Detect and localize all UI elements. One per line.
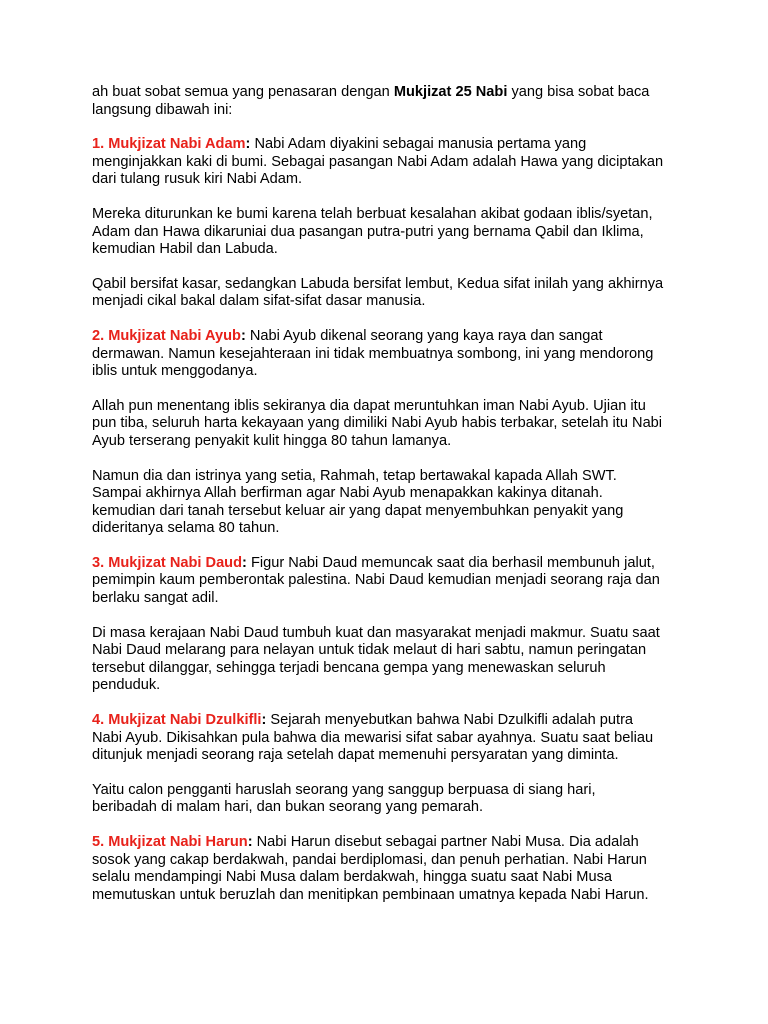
- section-paragraph: [92, 276, 692, 311]
- line-text: Nabi Ayub. Dikisahkan pula bahwa dia mewarisi sifat sabar ayahnya. Suatu saat beliau: [92, 729, 654, 746]
- line-text: tersebut dilanggar, sehingga terjadi bencana gempa yang menewaskan seluruh: [92, 659, 606, 676]
- line-text: menjadi cikal bakal dalam sifat-sifat dasar manusia.: [92, 293, 426, 310]
- text-line: [92, 241, 692, 259]
- text-line: [92, 485, 692, 503]
- section-heading: 2. Mukjizat Nabi Ayub: [92, 327, 241, 344]
- document-page: [92, 84, 692, 921]
- line-text: Nabi Ayub dikenal seorang yang kaya raya dan sangat: [249, 327, 603, 344]
- intro-paragraph: [92, 84, 692, 119]
- section-paragraph: [92, 782, 692, 817]
- section-heading: 5. Mukjizat Nabi Harun: [92, 834, 248, 850]
- section-paragraph: [92, 398, 692, 451]
- line-text: Namun dia dan istrinya yang setia, Rahmah, tetap bertawakal kapada Allah SWT.: [92, 467, 617, 484]
- section-paragraph: [92, 468, 692, 538]
- line-text: menginjakkan kaki di bumi. Sebagai pasangan Nabi Adam adalah Hawa yang diciptakan: [92, 153, 664, 170]
- line-text: Sampai akhirnya Allah berfirman agar Nabi Ayub menapakkan kakinya ditanah.: [92, 485, 603, 502]
- heading-separator: :: [261, 712, 267, 729]
- line-text: Adam dan Hawa dikaruniai dua pasangan putra-putri yang bernama Qabil dan Iklima,: [92, 223, 644, 240]
- line-text: Sejarah menyebutkan bahwa Nabi Dzulkifli adalah putra: [270, 712, 634, 729]
- line-text: beribadah di malam hari, dan bukan seorang yang pemarah.: [92, 799, 484, 816]
- line-text: Allah pun menentang iblis sekiranya dia dapat meruntuhkan iman Nabi Ayub. Ujian itu: [92, 397, 646, 414]
- text-line: [92, 171, 692, 189]
- text-line: [92, 747, 692, 765]
- text-line: [92, 572, 692, 590]
- text-line: [92, 328, 692, 346]
- line-text: pun tiba, seluruh harta kekayaan yang dimiliki Nabi Ayub habis terbakar, setelah itu Nabi: [92, 415, 663, 432]
- line-text: penduduk.: [92, 677, 161, 694]
- section-paragraph: [92, 206, 692, 259]
- text-line: [92, 520, 692, 538]
- text-line: [92, 887, 692, 905]
- text-line: [92, 346, 692, 364]
- text-line: [92, 660, 692, 678]
- text-line: [92, 415, 692, 433]
- section-paragraph-first: [92, 555, 692, 608]
- heading-separator: :: [247, 834, 253, 850]
- text-line: [92, 834, 692, 852]
- line-text: Mereka diturunkan ke bumi karena telah berbuat kesalahan akibat godaan iblis/syetan,: [92, 205, 653, 222]
- line-text: iblis untuk menggodanya.: [92, 363, 258, 380]
- line-text: Nabi Adam diyakini sebagai manusia pertama yang: [254, 136, 587, 153]
- text-line: [92, 869, 692, 887]
- line-text: selalu mendampingi Nabi Musa dalam berdakwah, hingga suatu saat Nabi Musa: [92, 869, 612, 886]
- heading-separator: :: [245, 136, 251, 153]
- intro-line: ah buat sobat semua yang penasaran dengan Mukjizat 25 Nabi yang bisa sobat baca: [92, 84, 650, 100]
- text-line: [92, 154, 692, 172]
- section-paragraph-first: [92, 328, 692, 381]
- text-line: [92, 276, 692, 294]
- line-text: berlaku sangat adil.: [92, 590, 219, 607]
- text-line: [92, 799, 692, 817]
- line-text: pemimpin kaum pemberontak palestina. Nabi Daud kemudian menjadi seorang raja dan: [92, 572, 660, 589]
- line-text: dermawan. Namun kesejahteraan ini tidak membuatnya sombong, ini yang mendorong: [92, 345, 654, 362]
- line-text: Figur Nabi Daud memuncak saat dia berhasil membunuh jalut,: [250, 554, 655, 571]
- text-line: [92, 625, 692, 643]
- line-text: Di masa kerajaan Nabi Daud tumbuh kuat dan masyarakat menjadi makmur. Suatu saat: [92, 624, 660, 641]
- text-line: [92, 206, 692, 224]
- text-line: [92, 730, 692, 748]
- line-text: kemudian dari tanah tersebut keluar air yang dapat menyembuhkan penyakit yang: [92, 502, 624, 519]
- section-paragraph-first: [92, 136, 692, 189]
- text-line: [92, 433, 692, 451]
- line-text: Yaitu calon pengganti haruslah seorang yang sanggup berpuasa di siang hari,: [92, 781, 596, 798]
- line-text: dari tulang rusuk kiri Nabi Adam.: [92, 171, 303, 188]
- intro-highlight: Mukjizat 25 Nabi: [393, 84, 508, 100]
- section-paragraph-first: [92, 712, 692, 765]
- line-text: kemudian Habil dan Labuda.: [92, 241, 278, 258]
- section-heading: 1. Mukjizat Nabi Adam: [92, 136, 246, 153]
- line-text: Qabil bersifat kasar, sedangkan Labuda bersifat lembut, Kedua sifat inilah yang akhirnya: [92, 275, 664, 292]
- line-text: Nabi Daud melarang para nelayan untuk tidak melaut di hari sabtu, namun peringatan: [92, 642, 647, 659]
- line-text: Nabi Harun disebut sebagai partner Nabi Musa. Dia adalah: [256, 834, 639, 850]
- intro-line: langsung dibawah ini:: [92, 101, 233, 118]
- section-paragraph: [92, 625, 692, 695]
- text-line: [92, 363, 692, 381]
- line-text: Ayub terserang penyakit kulit hingga 80 tahun lamanya.: [92, 432, 452, 449]
- section-paragraph-first: [92, 834, 692, 904]
- text-line: [92, 782, 692, 800]
- heading-separator: :: [240, 327, 246, 344]
- line-text: ditunjuk menjadi seorang raja setelah dapat memenuhi persyaratan yang diminta.: [92, 747, 619, 764]
- text-line: [92, 136, 692, 154]
- text-line: [92, 712, 692, 730]
- section-heading: 3. Mukjizat Nabi Daud: [92, 554, 243, 571]
- line-text: sosok yang cakap berdakwah, pandai berdiplomasi, dan penuh perhatian. Nabi Harun: [92, 851, 647, 868]
- text-line: [92, 590, 692, 608]
- text-line: [92, 398, 692, 416]
- sections-container: [92, 136, 692, 904]
- text-line: [92, 677, 692, 695]
- text-line: [92, 852, 692, 870]
- text-line: [92, 293, 692, 311]
- text-line: [92, 503, 692, 521]
- heading-separator: :: [242, 554, 247, 571]
- text-line: [92, 224, 692, 242]
- section-heading: 4. Mukjizat Nabi Dzulkifli: [92, 712, 262, 729]
- text-line: [92, 642, 692, 660]
- text-line: [92, 468, 692, 486]
- line-text: dideritanya selama 80 tahun.: [92, 520, 280, 537]
- line-text: memutuskan untuk beruzlah dan menitipkan pembinaan umatnya kepada Nabi Harun.: [92, 886, 649, 903]
- text-line: [92, 555, 692, 573]
